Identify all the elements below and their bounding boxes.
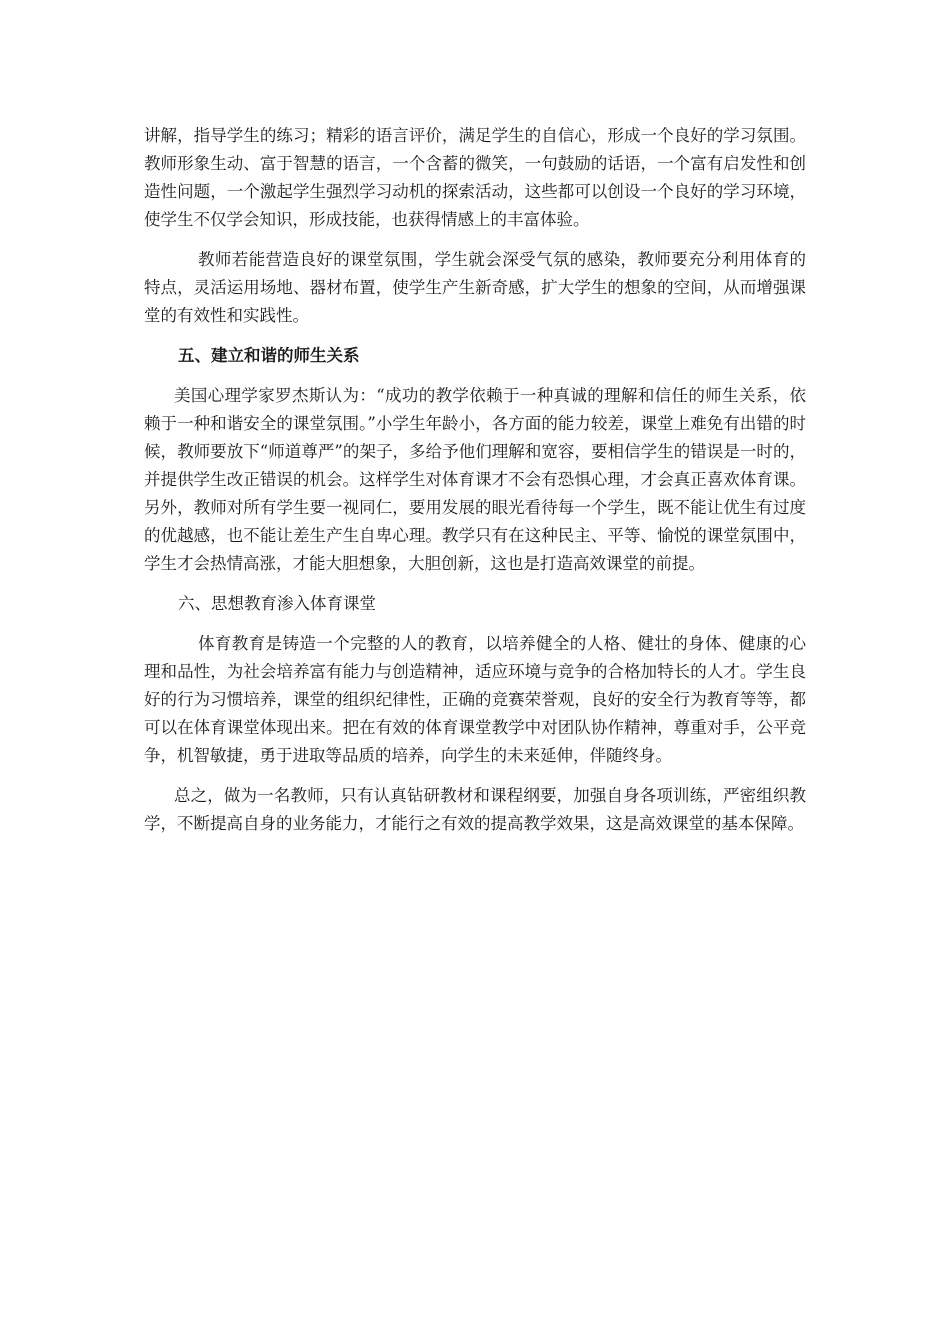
paragraph-continued: 讲解，指导学生的练习；精彩的语言评价，满足学生的自信心，形成一个良好的学习氛围。教师形象生动、富于智慧的语言，一个含蓄的微笑，一句鼓励的话语，一个富有启发性和创造性问题，一个激起学生强烈学习动机的探索活动，这些都可以创设一个良好的学习环境，使学生不仅学会知识，形成技能，也获得情感上的丰富体验。 <box>144 126 806 229</box>
paragraph-teacher-student-relationship: 美国心理学家罗杰斯认为：“成功的教学依赖于一种真诚的理解和信任的师生关系，依赖于一种和谐安全的课堂氛围。”小学生年龄小，各方面的能力较差，课堂上难免有出错的时候，教师要放下“师道尊严”的架子，多给予他们理解和宽容，要相信学生的错误是一时的，并提供学生改正错误的机会。这样学生对体育课才不会有恐惧心理，才会真正喜欢体育课。另外，教师对所有学生要一视同仁，要用发展的眼光看待每一个学生，既不能让优生有过度的优越感，也不能让差生产生自卑心理。教学只有在这种民主、平等、愉悦的课堂氛围中，学生才会热情高涨，才能大胆想象，大胆创新，这也是打造高效课堂的前提。 <box>144 386 806 573</box>
document-page <box>144 122 806 850</box>
section-heading-6: 六、思想教育渗入体育课堂 <box>178 594 376 613</box>
paragraph-moral-education: 体育教育是铸造一个完整的人的教育，以培养健全的人格、健壮的身体、健康的心理和品性，为社会培养富有能力与创造精神，适应环境与竞争的合格加特长的人才。学生良好的行为习惯培养，课堂的组织纪律性，正确的竞赛荣誉观，良好的安全行为教育等等，都可以在体育课堂体现出来。把在有效的体育课堂教学中对团队协作精神，尊重对手，公平竞争，机智敏捷，勇于进取等品质的培养，向学生的未来延伸，伴随终身。 <box>144 634 806 765</box>
section-heading-5: 五、建立和谐的师生关系 <box>178 346 360 365</box>
paragraph-classroom-atmosphere: 教师若能营造良好的课堂氛围，学生就会深受气氛的感染，教师要充分利用体育的特点，灵活运用场地、器材布置，使学生产生新奇感，扩大学生的想象的空间，从而增强课堂的有效性和实践性。 <box>144 250 806 325</box>
paragraph-conclusion: 总之，做为一名教师，只有认真钻研教材和课程纲要，加强自身各项训练，严密组织教学，不断提高自身的业务能力，才能行之有效的提高教学效果，这是高效课堂的基本保障。 <box>144 786 806 833</box>
